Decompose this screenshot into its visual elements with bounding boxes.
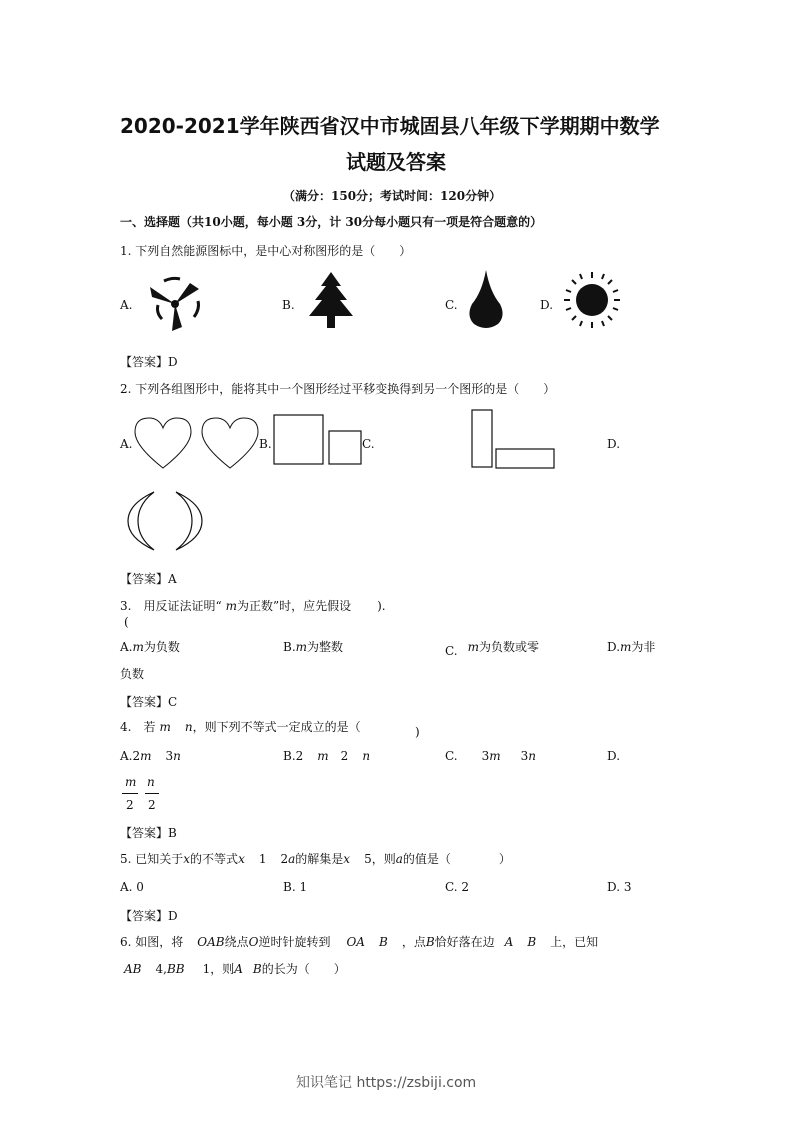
q6-line2-4: 4,	[155, 962, 167, 976]
q3-stem-part1: 3. 用反证法证明“	[120, 599, 222, 613]
q6-line2-post: 的长为（ ）	[261, 962, 346, 976]
q2-option-c-label: C.	[362, 437, 375, 451]
q6-line1-pre: 6. 如图，将	[120, 935, 184, 949]
q5-sol-5: 5	[364, 852, 372, 866]
q5-stem-mid: 的不等式	[190, 852, 239, 866]
crescent-pair-icon	[126, 490, 204, 552]
q6-line2-1: 1	[202, 962, 211, 976]
q4-option-a-label: A.	[120, 749, 133, 763]
question-6-line1	[120, 933, 598, 950]
q5-ineq-1: 1	[258, 852, 267, 866]
q3-option-d-label: D.	[607, 640, 621, 654]
q3-option-a	[120, 638, 180, 655]
q3-option-b-var: m	[295, 640, 308, 654]
q5-stem-mid3: ，则	[371, 852, 396, 866]
sun-icon	[560, 270, 624, 330]
q4-d-den2: 2	[148, 798, 156, 812]
q6-line2-ab: AB	[124, 962, 142, 976]
q4-d-fraction-bar1	[122, 793, 138, 794]
q4-a-var1: m	[140, 749, 152, 763]
q6-rotate: 逆时针旋转到	[258, 935, 331, 949]
q2-answer	[120, 570, 177, 587]
q3-option-a-var: m	[132, 640, 144, 654]
q3-var-m: m	[225, 599, 237, 613]
q3-option-d-var: m	[620, 640, 632, 654]
q6-edge-a: A	[504, 935, 514, 949]
q3-option-b-text: 为整数	[307, 640, 344, 654]
q3-option-a-label: A.	[120, 640, 133, 654]
q4-answer	[120, 824, 177, 841]
answer-value: D	[168, 909, 178, 923]
page-title-line2: 试题及答案	[346, 150, 446, 174]
q6-b: B	[425, 935, 435, 949]
q6-line2-bb: BB	[166, 962, 185, 976]
question-3-stem	[120, 597, 386, 614]
q3-paren: (	[124, 615, 129, 629]
q2-option-a-label: A.	[120, 437, 133, 451]
q6-oab: OAB	[197, 935, 225, 949]
q5-stem-mid2: 的解集是	[295, 852, 344, 866]
q6-oa: OA	[346, 935, 365, 949]
question-5-stem	[120, 850, 511, 867]
question-1-stem: 1. 下列自然能源图标中，是中心对称图形的是（ ）	[120, 244, 412, 258]
q5-ineq-a: a	[288, 852, 296, 866]
q4-b-coef2: 2	[340, 749, 349, 763]
answer-prefix: 【答案】	[120, 572, 169, 586]
q6-line2-a: A	[234, 962, 243, 976]
vertical-rectangle-icon	[471, 409, 495, 469]
q4-d-num2: n	[147, 775, 155, 789]
q4-option-a	[120, 749, 181, 763]
q3-option-d	[607, 638, 655, 655]
q6-point: ，点	[401, 935, 426, 949]
q4-b-var2: n	[362, 749, 371, 763]
q4-c-coef2: 3	[520, 749, 529, 763]
q4-c-coef1: 3	[481, 749, 490, 763]
q5-var-a: a	[395, 852, 403, 866]
heart-icon-2	[200, 416, 260, 470]
q5-answer	[120, 907, 178, 924]
footer-watermark: 知识笔记 https://zsbiji.com	[296, 1075, 477, 1091]
q4-a-var2: n	[173, 749, 181, 763]
q6-o: O	[248, 935, 259, 949]
heart-icon-1	[133, 416, 193, 470]
q4-d-fraction-bar2	[145, 793, 159, 794]
large-square-icon	[273, 414, 325, 466]
question-2-stem: 2. 下列各组图形中，能将其中一个图形经过平移变换得到另一个图形的是（ ）	[120, 382, 556, 396]
q5-ineq-x: x	[238, 852, 245, 866]
q6-line2-then: ，则	[210, 962, 235, 976]
question-4-stem	[120, 718, 361, 735]
q5-stem-post: 的值是（ ）	[402, 852, 511, 866]
q4-a-coef1: 2	[132, 749, 141, 763]
q4-paren-close: )	[415, 725, 420, 739]
answer-value: B	[168, 826, 177, 840]
q5-sol-x: x	[343, 852, 351, 866]
q4-option-b	[283, 749, 370, 763]
q1-answer	[120, 353, 178, 370]
answer-prefix: 【答案】	[120, 695, 169, 709]
q4-option-d-label: D.	[607, 749, 621, 763]
q6-edge-b: B	[527, 935, 537, 949]
q5-stem-pre: 5. 已知关于	[120, 852, 184, 866]
q4-c-var2: n	[528, 749, 536, 763]
q5-option-a: A. 0	[120, 880, 144, 894]
q5-option-c: C. 2	[445, 880, 470, 894]
water-drop-icon	[468, 270, 504, 330]
q5-ineq-2: 2	[280, 852, 289, 866]
q3-option-c-label: C.	[445, 644, 458, 658]
q2-option-d-label: D.	[607, 437, 621, 451]
answer-value: D	[168, 355, 178, 369]
q4-option-c-label: C.	[445, 749, 458, 763]
q4-stem-post: ，则下列不等式一定成立的是（	[192, 720, 361, 734]
horizontal-rectangle-icon	[495, 448, 557, 470]
q6-on: 上，已知	[550, 935, 599, 949]
exam-info: （满分：150分；考试时间：120分钟）	[283, 189, 502, 203]
q1-option-a-label: A.	[120, 298, 133, 312]
q5-option-b: B. 1	[283, 880, 308, 894]
q3-option-b	[283, 638, 343, 655]
pinwheel-icon	[142, 275, 208, 333]
page-title-line1: 2020-2021学年陕西省汉中市城固县八年级下学期期中数学	[120, 114, 660, 138]
q4-option-b-label: B.	[283, 749, 296, 763]
q3-stem-part3: ).	[377, 599, 386, 613]
q4-var-n: n	[184, 720, 193, 734]
q6-b-prime: B	[378, 935, 388, 949]
q3-option-c-text: 为负数或零	[478, 640, 539, 654]
question-6-line2	[124, 960, 346, 977]
small-square-icon	[328, 430, 364, 466]
q6-around: 绕点	[224, 935, 249, 949]
q4-b-var1: m	[317, 749, 329, 763]
answer-value: A	[168, 572, 177, 586]
q4-stem-pre: 4. 若	[120, 720, 156, 734]
answer-value: C	[168, 695, 178, 709]
q3-answer	[120, 693, 177, 710]
q1-option-c-label: C.	[445, 298, 458, 312]
q5-option-d: D. 3	[607, 880, 632, 894]
q3-stem-part2: 为正数”时，应先假设	[236, 599, 352, 613]
section-heading: 一、选择题（共10小题，每小题 3分，计 30分每小题只有一项是符合题意的）	[120, 215, 543, 229]
q3-option-a-text: 为负数	[143, 640, 180, 654]
q4-c-var1: m	[489, 749, 501, 763]
q6-line2-b: B	[252, 962, 262, 976]
q6-fall: 恰好落在边	[434, 935, 495, 949]
q4-var-m: m	[159, 720, 171, 734]
q4-option-c	[445, 749, 536, 763]
q3-option-c-var: m	[467, 640, 479, 654]
q1-option-d-label: D.	[540, 298, 554, 312]
q4-d-num1: m	[125, 775, 137, 789]
q4-b-coef1: 2	[295, 749, 304, 763]
answer-prefix: 【答案】	[120, 355, 169, 369]
q4-d-den1: 2	[126, 798, 134, 812]
tree-icon	[303, 272, 359, 330]
q3-option-d-wrap: 负数	[120, 667, 145, 681]
answer-prefix: 【答案】	[120, 826, 169, 840]
answer-prefix: 【答案】	[120, 909, 169, 923]
q4-a-coef2: 3	[165, 749, 174, 763]
q3-option-c	[445, 638, 539, 658]
q2-option-b-label: B.	[259, 437, 272, 451]
q3-option-d-text: 为非	[631, 640, 656, 654]
q1-option-b-label: B.	[282, 298, 295, 312]
q3-option-b-label: B.	[283, 640, 296, 654]
q5-var-x: x	[183, 852, 191, 866]
